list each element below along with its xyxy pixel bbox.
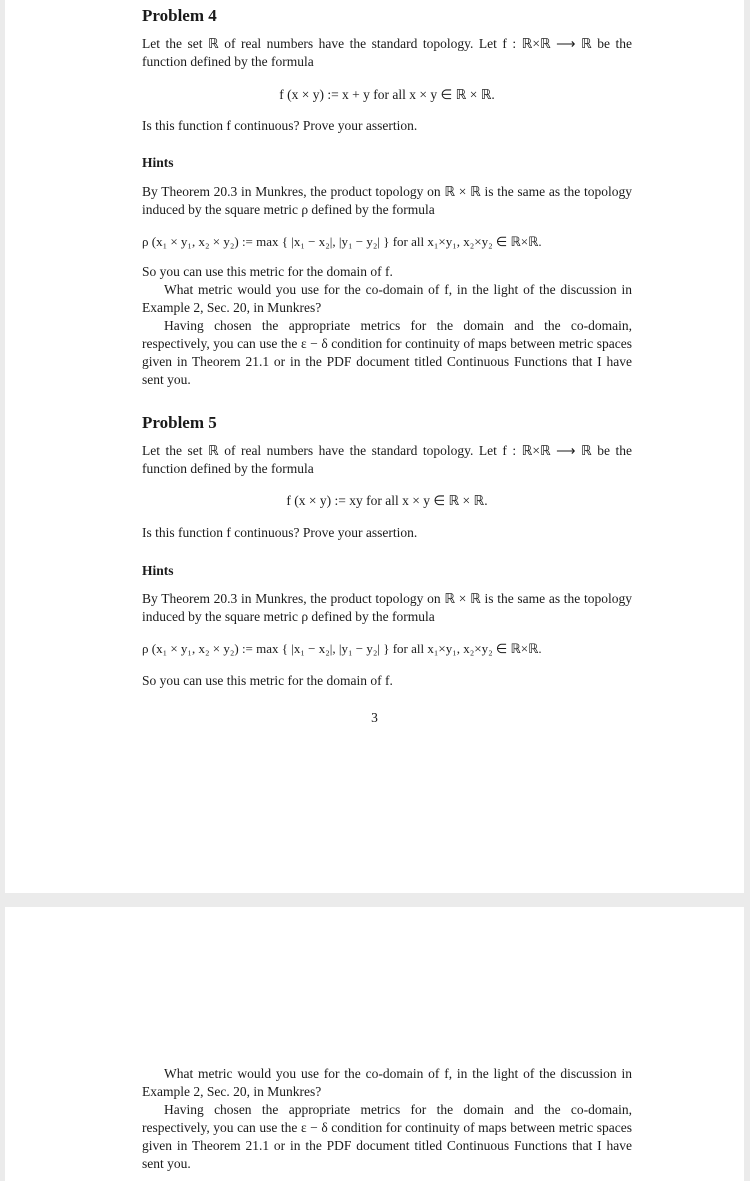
page-2-hint-block: [142, 1065, 632, 1173]
problem-4-hints-heading: Hints: [142, 155, 174, 170]
page-number: 3: [371, 710, 378, 725]
problem-4-hint-paragraph-3: What metric would you use for the co-domain of f, in the light of the discussion in Example 2, Sec. 20, in Munkres?: [142, 282, 632, 315]
problem-4-hint-paragraph-1: By Theorem 20.3 in Munkres, the product topology on ℝ × ℝ is the same as the topology induced by the square metric ρ defined by the formula: [142, 184, 632, 217]
document-page-1: [5, 0, 744, 893]
problem-5-question-block: [142, 524, 632, 542]
problem-4-question: Is this function f continuous? Prove your assertion.: [142, 118, 418, 133]
problem-4-formula-block: [142, 86, 632, 104]
problem-5-formula: f (x × y) := xy for all x × y ∈ ℝ × ℝ.: [286, 493, 488, 508]
problem-4-hint-formula: ρ (x₁ × y₁, x₂ × y₂) := max { |x₁ − x₂|, |y₁ − y₂| } for all x₁×y₁, x₂×y₂ ∈ ℝ×ℝ.: [142, 234, 542, 249]
page-2-hint-paragraph-4: Having chosen the appropriate metrics for the domain and the co-domain, respectively, you can use the ε − δ condition for continuity of maps between metric spaces given in Theorem 21.1 or in the PDF document titled Continuous Functions that I have sent you.: [142, 1102, 632, 1171]
page-2-hint-paragraph-3: What metric would you use for the co-domain of f, in the light of the discussion in Example 2, Sec. 20, in Munkres?: [142, 1066, 632, 1099]
problem-5-question: Is this function f continuous? Prove your assertion.: [142, 525, 418, 540]
problem-4-hint-paragraph-2: So you can use this metric for the domain of f.: [142, 264, 393, 279]
problem-4-question-block: [142, 117, 632, 135]
problem-5-hint-2-block: [142, 672, 632, 690]
problem-4-heading: Problem 4: [142, 6, 217, 25]
problem-4-statement: Let the set ℝ of real numbers have the standard topology. Let f : ℝ×ℝ ⟶ ℝ be the function defined by the formula: [142, 36, 632, 69]
problem-4-heading-block: [142, 6, 632, 26]
problem-5-hint-formula: ρ (x₁ × y₁, x₂ × y₂) := max { |x₁ − x₂|, |y₁ − y₂| } for all x₁×y₁, x₂×y₂ ∈ ℝ×ℝ.: [142, 641, 542, 656]
problem-5-heading-block: [142, 413, 632, 433]
problem-4-hint-1-block: [142, 183, 632, 219]
problem-4-formula: f (x × y) := x + y for all x × y ∈ ℝ × ℝ.: [279, 87, 495, 102]
problem-4-statement-block: [142, 35, 632, 71]
problem-5-hint-formula-block: [142, 640, 632, 658]
problem-5-hint-paragraph-1: By Theorem 20.3 in Munkres, the product topology on ℝ × ℝ is the same as the topology induced by the square metric ρ defined by the formula: [142, 591, 632, 624]
problem-4-hints-heading-block: [142, 154, 632, 172]
problem-5-heading: Problem 5: [142, 413, 217, 432]
problem-4-hint-rest-block: [142, 263, 632, 389]
problem-4-hint-formula-block: [142, 233, 632, 251]
problem-5-statement-block: [142, 442, 632, 478]
problem-5-formula-block: [142, 492, 632, 510]
problem-5-hints-heading-block: [142, 562, 632, 580]
problem-5-hint-1-block: [142, 590, 632, 626]
document-page-2: [5, 907, 744, 1181]
problem-5-statement: Let the set ℝ of real numbers have the standard topology. Let f : ℝ×ℝ ⟶ ℝ be the function defined by the formula: [142, 443, 632, 476]
problem-4-hint-paragraph-4: Having chosen the appropriate metrics for the domain and the co-domain, respectively, you can use the ε − δ condition for continuity of maps between metric spaces given in Theorem 21.1 or in the PDF document titled Continuous Functions that I have sent you.: [142, 318, 632, 387]
problem-5-hint-paragraph-2: So you can use this metric for the domain of f.: [142, 673, 393, 688]
problem-5-hints-heading: Hints: [142, 563, 174, 578]
